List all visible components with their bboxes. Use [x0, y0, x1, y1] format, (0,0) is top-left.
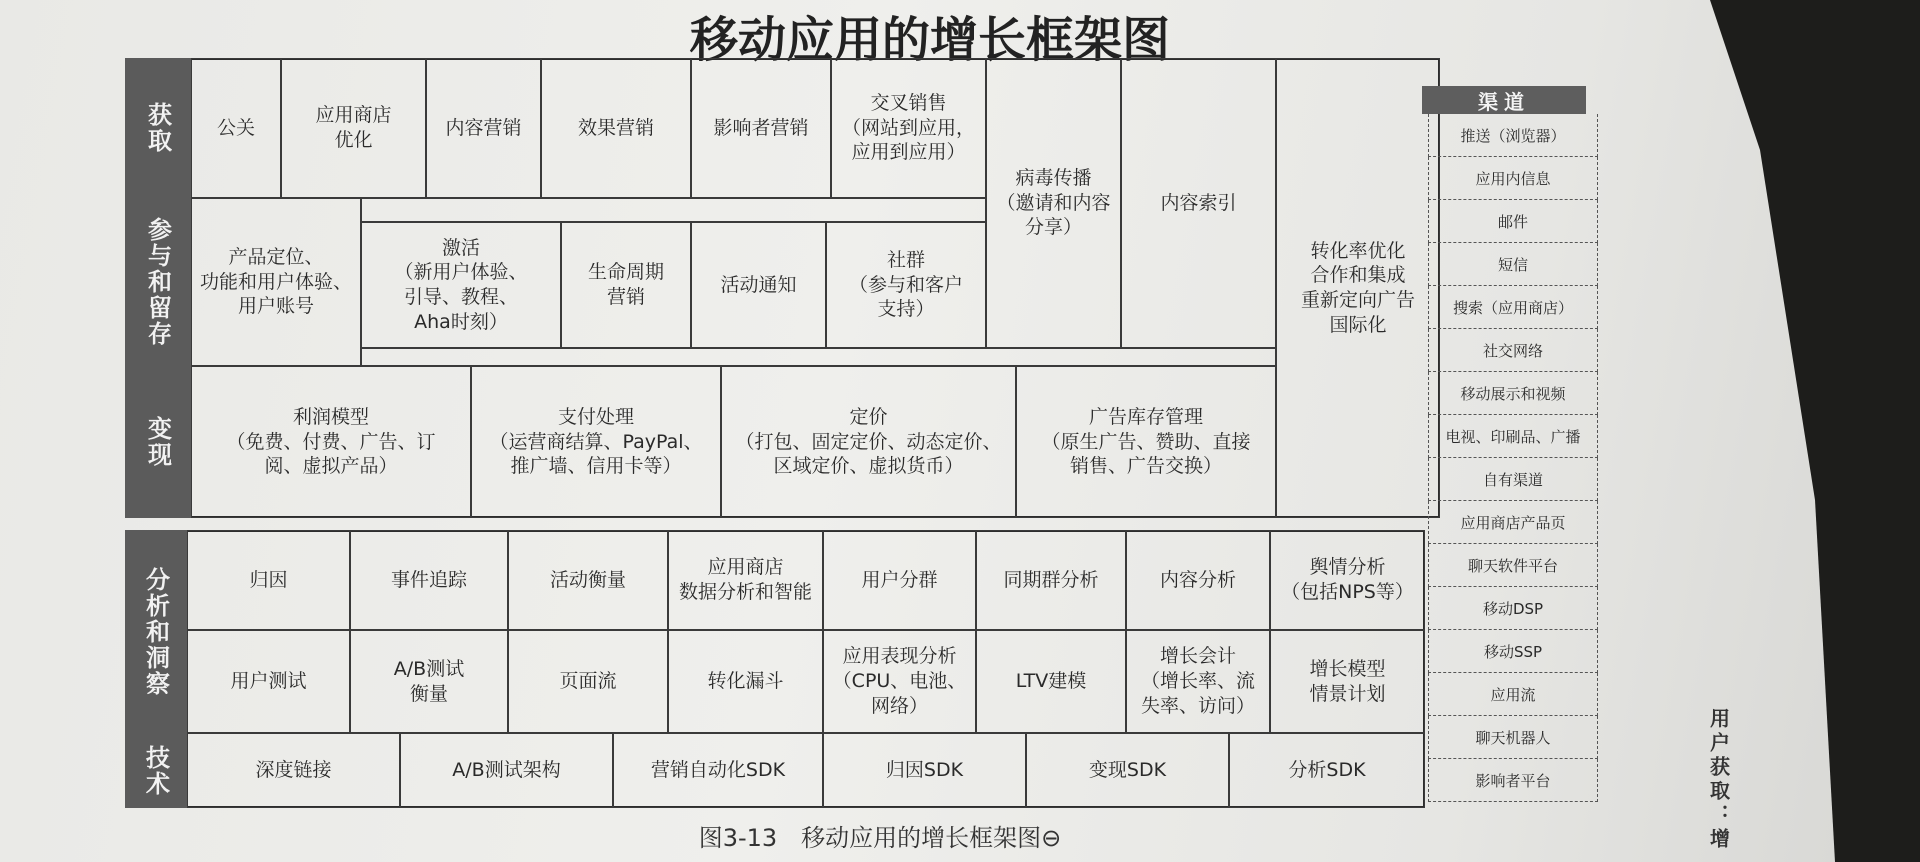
mon-ad-inventory: 广告库存管理 （原生广告、赞助、直接 销售、广告交换）: [1016, 366, 1276, 518]
mon-pricing: 定价 （打包、固定定价、动态定价、 区域定价、虚拟货币）: [721, 366, 1016, 518]
channel-item: 应用商店产品页: [1428, 501, 1598, 544]
channel-item: 短信: [1428, 243, 1598, 286]
channel-item: 社交网络: [1428, 329, 1598, 372]
figure-caption: 图3-13 移动应用的增长框架图⊖: [698, 824, 1062, 852]
channel-item: 邮件: [1428, 200, 1598, 243]
channel-item: 推送（浏览器）: [1428, 114, 1598, 157]
tech-attribution-sdk: 归因SDK: [823, 733, 1026, 808]
acq-aso: 应用商店 优化: [281, 58, 426, 198]
ret-community: 社群 （参与和客户 支持）: [826, 222, 986, 348]
section-tech: 技术: [125, 733, 187, 808]
tech-monetization-sdk: 变现SDK: [1026, 733, 1229, 808]
acq-pr: 公关: [191, 58, 281, 198]
channel-item: 移动DSP: [1428, 587, 1598, 630]
page-edge-text: 用户获取：增: [1706, 708, 1731, 852]
ana-sentiment: 舆情分析 （包括NPS等）: [1270, 530, 1425, 630]
section-acquisition: 获取: [125, 58, 191, 198]
channel-item: 电视、印刷品、广播: [1428, 415, 1598, 458]
ana-funnel: 转化漏斗: [668, 630, 823, 733]
channel-item: 移动SSP: [1428, 630, 1598, 673]
channel-item: 应用流: [1428, 673, 1598, 716]
ret-band: [361, 198, 986, 222]
ret-lifecycle: 生命周期 营销: [561, 222, 691, 348]
channels-header: 渠道: [1422, 86, 1586, 114]
channel-item: 移动展示和视频: [1428, 372, 1598, 415]
ret-activation: 激活 （新用户体验、 引导、教程、 Aha时刻）: [361, 222, 561, 348]
acq-content-marketing: 内容营销: [426, 58, 541, 198]
conversion-optimization: 转化率优化 合作和集成 重新定向广告 国际化: [1276, 58, 1440, 518]
ret-product: 产品定位、 功能和用户体验、 用户账号: [191, 198, 361, 366]
ana-campaign: 活动衡量: [508, 530, 668, 630]
channel-item: 自有渠道: [1428, 458, 1598, 501]
ana-user-testing: 用户测试: [187, 630, 350, 733]
mon-profit-model: 利润模型 （免费、付费、广告、订 阅、虚拟产品）: [191, 366, 471, 518]
acq-performance: 效果营销: [541, 58, 691, 198]
ret-notifications: 活动通知: [691, 222, 826, 348]
ana-app-store: 应用商店 数据分析和智能: [668, 530, 823, 630]
ana-content: 内容分析: [1126, 530, 1270, 630]
ana-segmentation: 用户分群: [823, 530, 976, 630]
ana-ltv: LTV建模: [976, 630, 1126, 733]
tech-marketing-sdk: 营销自动化SDK: [613, 733, 823, 808]
channel-item: 聊天机器人: [1428, 716, 1598, 759]
ana-ab-measure: A/B测试 衡量: [350, 630, 508, 733]
ana-performance: 应用表现分析 （CPU、电池、 网络）: [823, 630, 976, 733]
acq-cross-sell: 交叉销售 （网站到应用， 应用到应用）: [831, 58, 986, 198]
section-monetization: 变现: [125, 366, 191, 518]
ret-band-bottom: [361, 348, 1276, 366]
channel-item: 应用内信息: [1428, 157, 1598, 200]
ana-page-flow: 页面流: [508, 630, 668, 733]
acq-influencer: 影响者营销: [691, 58, 831, 198]
tech-ab-framework: A/B测试架构: [400, 733, 613, 808]
channel-item: 影响者平台: [1428, 759, 1598, 802]
ana-attribution: 归因: [187, 530, 350, 630]
viral-growth: 病毒传播 （邀请和内容 分享）: [986, 58, 1121, 348]
ana-growth-model: 增长模型 情景计划: [1270, 630, 1425, 733]
channel-item: 搜索（应用商店）: [1428, 286, 1598, 329]
section-retention: 参与和留存: [125, 198, 191, 366]
content-indexing: 内容索引: [1121, 58, 1276, 348]
mon-payment: 支付处理 （运营商结算、PayPal、 推广墙、信用卡等）: [471, 366, 721, 518]
channel-item: 聊天软件平台: [1428, 544, 1598, 587]
ana-cohort: 同期群分析: [976, 530, 1126, 630]
ana-event-tracking: 事件追踪: [350, 530, 508, 630]
tech-analytics-sdk: 分析SDK: [1229, 733, 1425, 808]
page-title: 移动应用的增长框架图: [689, 12, 1170, 68]
ana-growth-accounting: 增长会计 （增长率、流 失率、访问）: [1126, 630, 1270, 733]
tech-deep-linking: 深度链接: [187, 733, 400, 808]
section-analytics: 分析和洞察: [125, 530, 187, 733]
